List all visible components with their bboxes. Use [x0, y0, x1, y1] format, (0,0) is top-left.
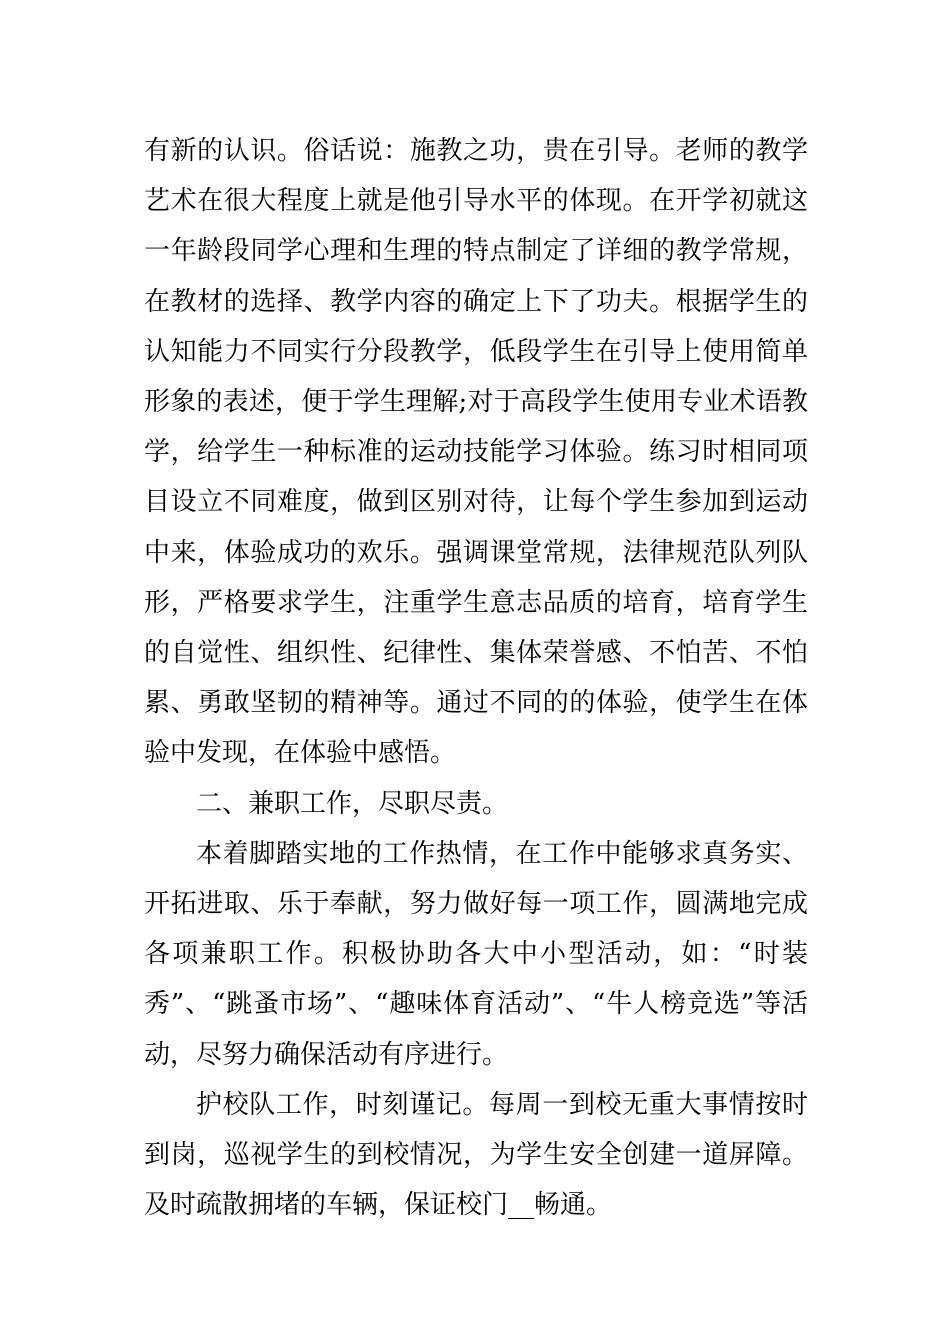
- section-heading-part-time-work: 二、兼职工作，尽职尽责。: [196, 788, 509, 819]
- paragraph-school-patrol: 护校队工作，时刻谨记。每周一到校无重大事情按时到岗，巡视学生的到校情况，为学生安全创建一道屏障。及时疏散拥堵的车辆，保证校门__畅通。: [144, 1089, 808, 1221]
- paragraph-activities: 本着脚踏实地的工作热情，在工作中能够求真务实、开拓进取、乐于奉献，努力做好每一项工作，圆满地完成各项兼职工作。积极协助各大中小型活动，如：“时装秀”、“跳蚤市场”、“趣味体育活动”、“牛人榜竞选”等活动，尽努力确保活动有序进行。: [144, 838, 808, 1070]
- paragraph-continuation: 有新的认识。俗话说：施教之功，贵在引导。老师的教学艺术在很大程度上就是他引导水平的体现。在开学初就这一年龄段同学心理和生理的特点制定了详细的教学常规，在教材的选择、教学内容的确定上下了功夫。根据学生的认知能力不同实行分段教学，低段学生在引导上使用简单形象的表述，便于学生理解;对于高段学生使用专业术语教学，给学生一种标准的运动技能学习体验。练习时相同项目设立不同难度，做到区别对待，让每个学生参加到运动中来，体验成功的欢乐。强调课堂常规，法律规范队列队形，严格要求学生，注重学生意志品质的培育，培育学生的自觉性、组织性、纪律性、集体荣誉感、不怕苦、不怕累、勇敢坚韧的精神等。通过不同的的体验，使学生在体验中发现，在体验中感悟。: [144, 136, 808, 769]
- document-body: [144, 126, 808, 1230]
